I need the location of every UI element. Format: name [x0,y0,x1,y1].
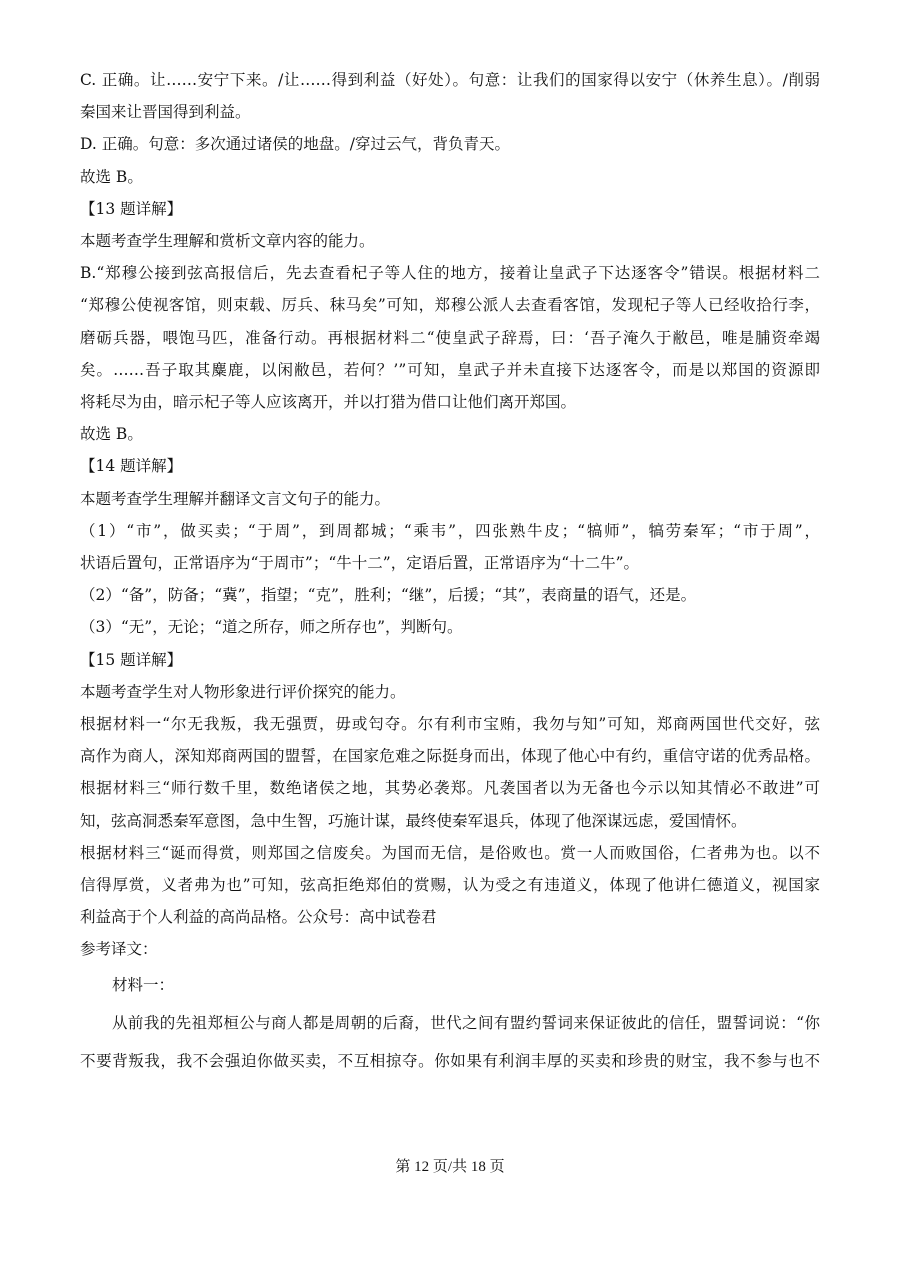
text-line: 故选 B。 [80,167,143,186]
text-line: （2）“备”，防备；“冀”，指望；“克”，胜利；“继”，后援；“其”，表商量的语气，还是。 [80,586,697,605]
text-line: （1）“市”，做买卖；“于周”，到周都城；“乘韦”，四张熟牛皮；“犒师”，犒劳秦军；“市于周”， [80,521,820,540]
answer-explanation [80,64,820,1080]
reference-translation-label: 参考译文： [80,940,158,959]
text-line: 根据材料三“师行数千里，数绝诸侯之地，其势必袭郑。凡袭国者以为无备也今示以知其情必不敢进”可 [80,779,820,798]
text-line: B.“郑穆公接到弦高报信后，先去查看杞子等人住的地方，接着让皇武子下达逐客令”错误。根据材料二 [80,264,820,283]
text-line: 矣。……吾子取其麋鹿，以闲敝邑，若何？’”可知，皇武子并未直接下达逐客令，而是以郑国的资源即 [80,360,820,379]
text-line: 高作为商人，深知郑商两国的盟誓，在国家危难之际挺身而出，体现了他心中有约，重信守诺的优秀品格。 [80,747,820,766]
text-line: （3）“无”，无论；“道之所存，师之所存也”，判断句。 [80,618,463,637]
text-line: 本题考查学生理解并翻译文言文句子的能力。 [80,489,391,508]
text-line: 本题考查学生对人物形象进行评价探究的能力。 [80,682,406,701]
text-line: 利益高于个人利益的高尚品格。公众号：高中试卷君 [80,908,437,927]
section-heading-14: 【14 题详解】 [80,457,183,476]
text-line: 根据材料一“尔无我叛，我无强贾，毋或匄夺。尔有利市宝贿，我勿与知”可知，郑商两国世代交好，弦 [80,715,820,734]
text-line: 状语后置句，正常语序为“于周市”；“牛十二”，定语后置，正常语序为“十二牛”。 [80,554,640,573]
text-line: D. 正确。句意：多次通过诸侯的地盘。/穿过云气，背负青天。 [80,135,510,154]
text-line: 知，弦高洞悉秦军意图，急中生智，巧施计谋，最终使秦军退兵，体现了他深谋远虑，爱国情怀。 [80,811,747,830]
translation-block [80,966,820,1080]
section-heading-13: 【13 题详解】 [80,199,183,218]
text-line: “郑穆公使视客馆，则束载、厉兵、秣马矣”可知，郑穆公派人去查看客馆，发现杞子等人已经收拾行李， [80,296,820,315]
translation-line: 不要背叛我，我不会强迫你做买卖，不互相掠夺。你如果有利润丰厚的买卖和珍贵的财宝，我不参与也不 [80,1051,820,1070]
text-line: 本题考查学生理解和赏析文章内容的能力。 [80,232,375,251]
text-line: 根据材料三“诞而得赏，则郑国之信废矣。为国而无信，是俗败也。赏一人而败国俗，仁者弗为也。以不 [80,843,820,862]
section-heading-15: 【15 题详解】 [80,650,183,669]
page-number-footer: 第 12 页/共 18 页 [395,1159,505,1175]
text-line: 故选 B。 [80,425,143,444]
text-line: 磨砺兵器，喂饱马匹，准备行动。再根据材料二“使皇武子辞焉，曰：‘吾子淹久于敝邑，唯是脯资牵竭 [80,328,820,347]
text-line: 秦国来让晋国得到利益。 [80,103,251,122]
text-line: C. 正确。让……安宁下来。/让……得到利益（好处）。句意：让我们的国家得以安宁（休养生息）。/削弱 [80,71,820,89]
text-line: 将耗尽为由，暗示杞子等人应该离开，并以打猎为借口让他们离开郑国。 [80,393,577,412]
text-line: 信得厚赏，义者弗为也”可知，弦高拒绝郑伯的赏赐，认为受之有违道义，体现了他讲仁德道义，视国家 [80,876,820,895]
translation-line: 从前我的先祖郑桓公与商人都是周朝的后裔，世代之间有盟约誓词来保证彼此的信任，盟誓词说：“你 [112,1013,820,1032]
translation-heading: 材料一： [112,975,175,994]
